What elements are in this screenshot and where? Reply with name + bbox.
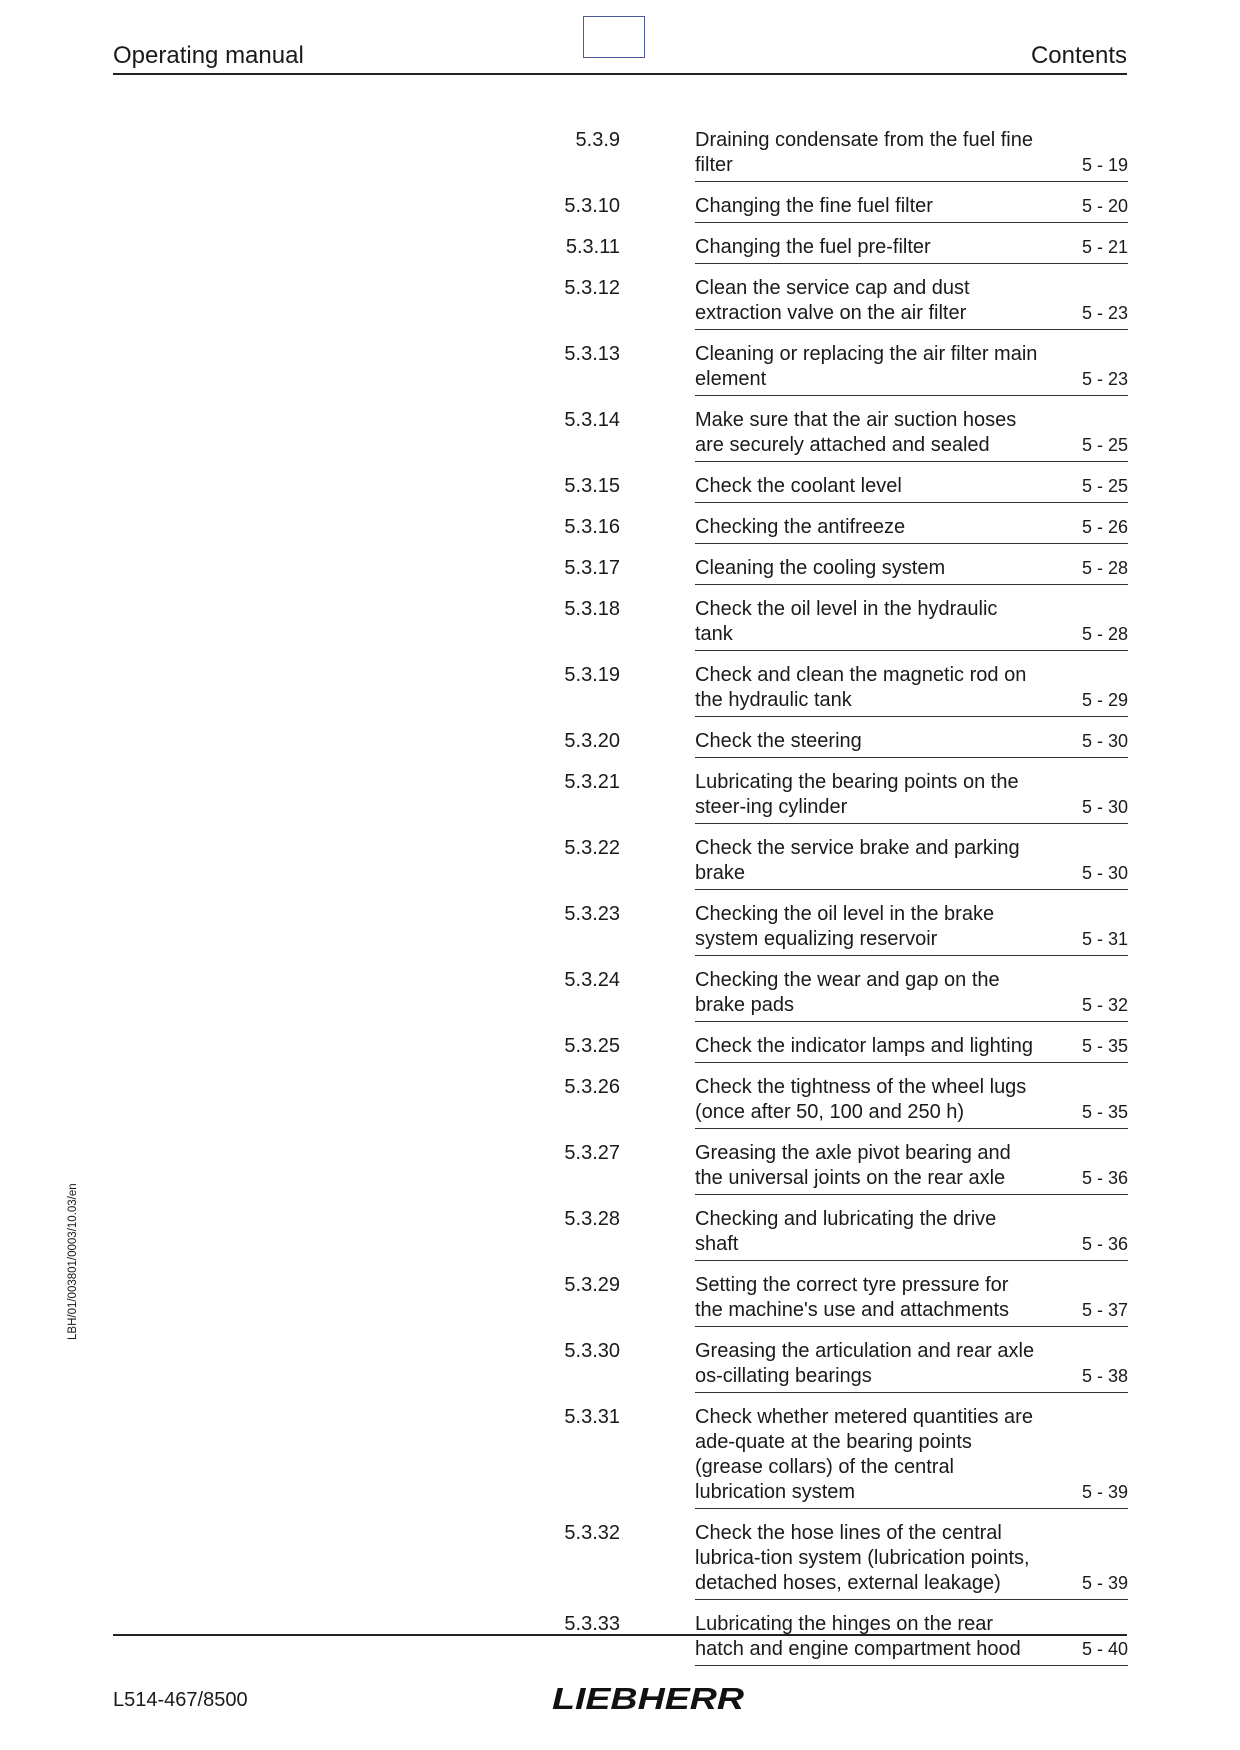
header-blank-box — [583, 16, 645, 58]
toc-section-number: 5.3.26 — [564, 1076, 620, 1098]
toc-title-row — [695, 1034, 1128, 1063]
toc-entry[interactable] — [540, 1075, 1128, 1129]
toc-section-number: 5.3.24 — [564, 969, 620, 991]
toc-page-number: 5 - 23 — [1081, 303, 1128, 323]
toc-page-number: 5 - 21 — [1081, 237, 1128, 257]
toc-page-number: 5 - 30 — [1081, 797, 1128, 817]
toc-section-number: 5.3.30 — [564, 1340, 620, 1362]
table-of-contents — [540, 128, 1128, 1678]
toc-title: Check the service brake and parking brake — [695, 837, 1020, 884]
toc-page-number: 5 - 25 — [1081, 435, 1128, 455]
toc-section-number: 5.3.16 — [564, 516, 620, 538]
liebherr-logo-text: LIEBHERR — [552, 1682, 745, 1714]
toc-entry[interactable] — [540, 1339, 1128, 1393]
toc-title-row — [695, 770, 1128, 824]
toc-title-row — [695, 474, 1128, 503]
toc-title-row — [695, 556, 1128, 585]
toc-title-row — [695, 1207, 1128, 1261]
toc-title: Lubricating the bearing points on the steer-ing cylinder — [695, 771, 1019, 818]
toc-title: Check the indicator lamps and lighting — [695, 1035, 1033, 1057]
toc-section-number: 5.3.28 — [564, 1208, 620, 1230]
toc-title-row — [695, 1405, 1128, 1509]
toc-page-number: 5 - 39 — [1081, 1573, 1128, 1593]
toc-section-number: 5.3.13 — [564, 343, 620, 365]
toc-entry[interactable] — [540, 276, 1128, 330]
toc-section-number: 5.3.10 — [564, 195, 620, 217]
toc-title-row — [695, 836, 1128, 890]
toc-section-number: 5.3.12 — [564, 277, 620, 299]
toc-title: Greasing the articulation and rear axle os-cillating bearings — [695, 1340, 1035, 1387]
toc-title: Clean the service cap and dust extraction valve on the air filter — [695, 277, 970, 324]
toc-title-row — [695, 729, 1128, 758]
toc-title-row — [695, 276, 1128, 330]
toc-page-number: 5 - 36 — [1081, 1168, 1128, 1188]
toc-title-row — [695, 1273, 1128, 1327]
toc-entry[interactable] — [540, 515, 1128, 544]
toc-page-number: 5 - 26 — [1081, 517, 1128, 537]
toc-page-number: 5 - 30 — [1081, 731, 1128, 751]
toc-title-row — [695, 1339, 1128, 1393]
toc-page-number: 5 - 23 — [1081, 369, 1128, 389]
toc-page-number: 5 - 32 — [1081, 995, 1128, 1015]
toc-section-number: 5.3.20 — [564, 730, 620, 752]
toc-title: Checking and lubricating the drive shaft — [695, 1208, 997, 1255]
toc-title-row — [695, 1141, 1128, 1195]
toc-title-row — [695, 235, 1128, 264]
toc-section-number: 5.3.32 — [564, 1522, 620, 1544]
toc-entry[interactable] — [540, 342, 1128, 396]
toc-title-row — [695, 128, 1128, 182]
header-right-title: Contents — [1030, 42, 1127, 69]
toc-entry[interactable] — [540, 968, 1128, 1022]
toc-page-number: 5 - 35 — [1081, 1102, 1128, 1122]
toc-page-number: 5 - 38 — [1081, 1366, 1128, 1386]
toc-page-number: 5 - 28 — [1081, 624, 1128, 644]
toc-entry[interactable] — [540, 474, 1128, 503]
toc-page-number: 5 - 19 — [1081, 155, 1128, 175]
toc-title-row — [695, 194, 1128, 223]
toc-title: Cleaning or replacing the air filter main element — [695, 343, 1038, 390]
toc-entry[interactable] — [540, 1612, 1128, 1666]
toc-page-number: 5 - 35 — [1081, 1036, 1128, 1056]
toc-title: Changing the fine fuel filter — [695, 195, 933, 217]
toc-entry[interactable] — [540, 194, 1128, 223]
toc-section-number: 5.3.11 — [565, 236, 620, 258]
toc-section-number: 5.3.14 — [564, 409, 620, 431]
toc-title: Check the coolant level — [695, 475, 902, 497]
header-divider — [113, 73, 1127, 75]
toc-title: Check the steering — [695, 730, 862, 752]
toc-section-number: 5.3.21 — [564, 771, 620, 793]
toc-entry[interactable] — [540, 1521, 1128, 1600]
liebherr-logo — [550, 1682, 746, 1714]
toc-title: Greasing the axle pivot bearing and the universal joints on the rear axle — [695, 1142, 1011, 1189]
toc-section-number: 5.3.22 — [564, 837, 620, 859]
toc-title-row — [695, 1612, 1128, 1666]
toc-entry[interactable] — [540, 1034, 1128, 1063]
toc-title: Setting the correct tyre pressure for the machine's use and attachments — [695, 1274, 1010, 1321]
toc-title: Checking the oil level in the brake system equalizing reservoir — [695, 903, 995, 950]
toc-section-number: 5.3.29 — [564, 1274, 620, 1296]
toc-entry[interactable] — [540, 128, 1128, 182]
footer-divider — [113, 1634, 1127, 1636]
toc-title-row — [695, 1075, 1128, 1129]
toc-title: Checking the antifreeze — [695, 516, 906, 538]
toc-title-row — [695, 902, 1128, 956]
toc-page-number: 5 - 25 — [1081, 476, 1128, 496]
toc-title: Checking the wear and gap on the brake pads — [695, 969, 1000, 1016]
toc-entry[interactable] — [540, 729, 1128, 758]
toc-entry[interactable] — [540, 597, 1128, 651]
toc-title-row — [695, 515, 1128, 544]
toc-title-row — [695, 663, 1128, 717]
toc-title-row — [695, 968, 1128, 1022]
document-reference-code: LBH/01/003801/0003/10.03/en — [67, 1183, 79, 1340]
toc-entry[interactable] — [540, 1405, 1128, 1509]
header-left-title: Operating manual — [113, 42, 304, 69]
toc-entry[interactable] — [540, 1207, 1128, 1261]
toc-page-number: 5 - 36 — [1081, 1234, 1128, 1254]
toc-title: Check the oil level in the hydraulic tank — [695, 598, 998, 645]
toc-title-row — [695, 597, 1128, 651]
toc-page-number: 5 - 31 — [1081, 929, 1128, 949]
toc-title-row — [695, 1521, 1128, 1600]
toc-title: Make sure that the air suction hoses are securely attached and sealed — [695, 409, 1017, 456]
toc-entry[interactable] — [540, 1273, 1128, 1327]
toc-title: Check and clean the magnetic rod on the hydraulic tank — [695, 664, 1027, 711]
toc-section-number: 5.3.33 — [564, 1613, 620, 1635]
toc-section-number: 5.3.27 — [564, 1142, 620, 1164]
toc-page-number: 5 - 29 — [1081, 690, 1128, 710]
toc-title: Lubricating the hinges on the rear hatch and engine compartment hood — [695, 1613, 1021, 1660]
toc-entry[interactable] — [540, 770, 1128, 824]
document-number: L514-467/8500 — [113, 1689, 248, 1711]
toc-title: Draining condensate from the fuel fine filter — [695, 129, 1033, 176]
toc-entry[interactable] — [540, 836, 1128, 890]
toc-title: Cleaning the cooling system — [695, 557, 946, 579]
toc-page-number: 5 - 28 — [1081, 558, 1128, 578]
toc-section-number: 5.3.9 — [575, 129, 620, 151]
toc-title: Check the tightness of the wheel lugs (once after 50, 100 and 250 h) — [695, 1076, 1027, 1123]
toc-entry[interactable] — [540, 663, 1128, 717]
toc-page-number: 5 - 40 — [1081, 1639, 1128, 1659]
toc-title-row — [695, 342, 1128, 396]
toc-title: Check whether metered quantities are ade-quate at the bearing points (grease collars) of the central lubrication system — [695, 1406, 1033, 1503]
toc-entry[interactable] — [540, 408, 1128, 462]
toc-section-number: 5.3.18 — [564, 598, 620, 620]
toc-section-number: 5.3.25 — [564, 1035, 620, 1057]
toc-entry[interactable] — [540, 556, 1128, 585]
toc-page-number: 5 - 37 — [1081, 1300, 1128, 1320]
toc-entry[interactable] — [540, 235, 1128, 264]
toc-section-number: 5.3.23 — [564, 903, 620, 925]
toc-section-number: 5.3.15 — [564, 475, 620, 497]
toc-entry[interactable] — [540, 1141, 1128, 1195]
toc-title: Changing the fuel pre-filter — [695, 236, 931, 258]
toc-page-number: 5 - 30 — [1081, 863, 1128, 883]
toc-section-number: 5.3.19 — [564, 664, 620, 686]
toc-page-number: 5 - 20 — [1081, 196, 1128, 216]
toc-title: Check the hose lines of the central lubrica-tion system (lubrication points, detached hoses, external leakage) — [695, 1522, 1030, 1594]
toc-section-number: 5.3.17 — [564, 557, 620, 579]
toc-title-row — [695, 408, 1128, 462]
toc-entry[interactable] — [540, 902, 1128, 956]
toc-section-number: 5.3.31 — [564, 1406, 620, 1428]
toc-page-number: 5 - 39 — [1081, 1482, 1128, 1502]
